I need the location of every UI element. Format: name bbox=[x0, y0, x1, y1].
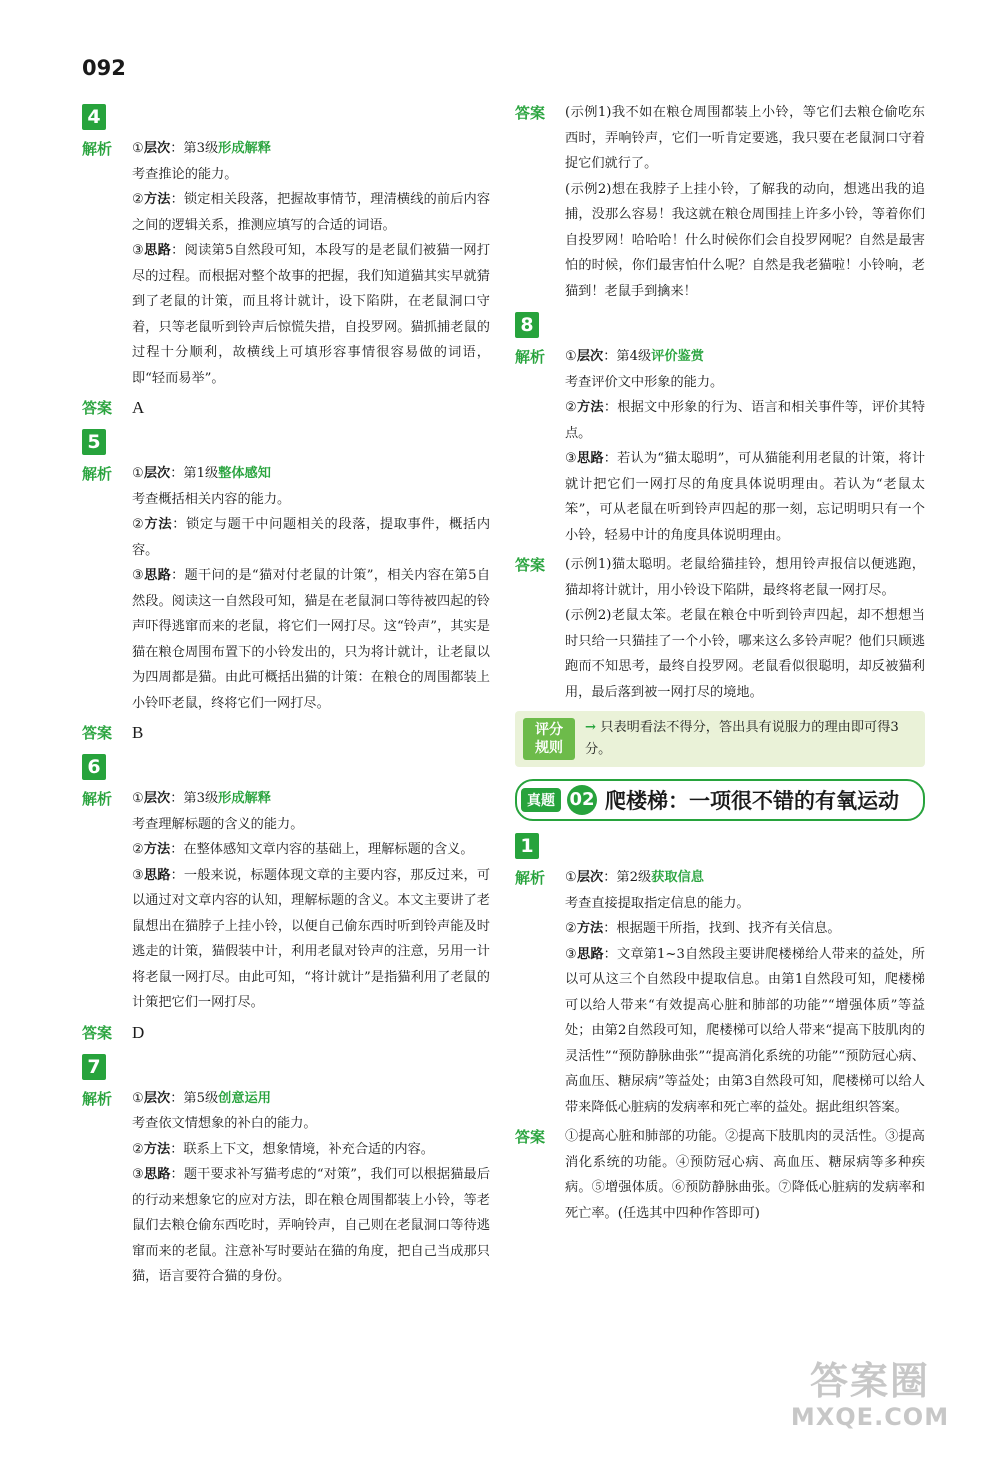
analysis-paragraph bbox=[132, 136, 490, 162]
step-label: 方法 bbox=[144, 517, 173, 532]
analysis-paragraph bbox=[132, 1137, 490, 1163]
answer-content bbox=[565, 100, 925, 304]
arrow-icon: → bbox=[585, 720, 597, 735]
step-marker: ② bbox=[132, 1141, 144, 1157]
answer-value: B bbox=[132, 723, 144, 742]
analysis-paragraph bbox=[132, 812, 490, 838]
step-label: 层次 bbox=[576, 349, 604, 364]
analysis-paragraph bbox=[132, 487, 490, 513]
step-marker: ① bbox=[132, 791, 144, 806]
step-text: ：根据文中形象的行为、语言和相关事件等，评价其特点。 bbox=[565, 400, 926, 441]
step-text: ：若认为“猫太聪明”，可从猫能利用老鼠的计策，将计就计把它们一网打尽的角度具体说明理由。若认为“老鼠太笨”，可从老鼠在听到铃声四起的那一刻，忘记明明只有一个小铃，轻易中计的角度具体说明理由。 bbox=[565, 451, 926, 543]
watermark-top: 答案圈 bbox=[809, 1359, 930, 1403]
step-label: 方法 bbox=[143, 842, 171, 857]
step-text: ：一般来说，标题体现文章的主要内容，那反过来，可以通过对文章内容的认知，理解标题的含义。本文主要讲了老鼠想出在猫脖子上挂小铃，以便自己偷东西时听到铃声能及时逃走的计策，猫假装中计，利用老鼠对铃声的注意，另用一计将老鼠一网打尽。由此可知，“将计就计”是指猫利用了老鼠的计策把它们一网打尽。 bbox=[132, 867, 491, 1010]
scoring-rules-content: 只表明看法不得分，答出具有说服力的理由即可得3分。 bbox=[585, 720, 899, 757]
analysis-block bbox=[82, 461, 490, 716]
analysis-paragraph bbox=[565, 891, 925, 917]
page-number: 092 bbox=[82, 56, 126, 80]
level-name: 形成解释 bbox=[218, 791, 271, 806]
analysis-block bbox=[82, 1086, 490, 1290]
section-number: 02 bbox=[567, 785, 597, 815]
step-marker: ② bbox=[565, 921, 577, 936]
analysis-paragraph bbox=[132, 512, 490, 563]
step-marker: ③ bbox=[565, 946, 577, 962]
section-title: 爬楼梯：一项很不错的有氧运动 bbox=[605, 788, 899, 813]
step-marker: ③ bbox=[565, 451, 578, 466]
analysis-paragraph bbox=[132, 863, 490, 1016]
answer-block bbox=[515, 1124, 925, 1226]
step-text: ：第5级 bbox=[170, 1090, 219, 1106]
step-text: ：根据题干所指，找到、找齐有关信息。 bbox=[603, 921, 841, 936]
answer-paragraph: (示例1)我不如在粮仓周围都装上小铃，等它们去粮仓偷吃东西时，弄响铃声，它们一听肯定要逃，我只要在老鼠洞口守着捉它们就行了。 bbox=[565, 105, 925, 171]
watermark-logo bbox=[770, 1359, 970, 1439]
step-marker: ③ bbox=[132, 243, 145, 258]
answer-block bbox=[82, 720, 490, 746]
answer-value: D bbox=[132, 1022, 145, 1042]
step-text: 考查直接提取指定信息的能力。 bbox=[565, 895, 750, 911]
step-label: 思路 bbox=[144, 568, 172, 583]
analysis-content bbox=[132, 786, 490, 1016]
step-label: 方法 bbox=[143, 1141, 171, 1157]
step-marker: ③ bbox=[132, 568, 145, 583]
analysis-block bbox=[515, 865, 925, 1120]
answer-paragraph: (示例2)想在我脖子上挂小铃，了解我的动向，想逃出我的追捕，没那么容易！我这就在粮仓周围挂上许多小铃，等着你们自投罗网！哈哈哈！什么时候你们会自投罗网呢？自然是最害怕的时候，你们最害怕什么呢？自然是我老猫啦！小铃响，老猫到！老鼠手到擒来！ bbox=[565, 181, 925, 299]
step-label: 思路 bbox=[144, 243, 172, 258]
scoring-tag-line: 评分 bbox=[535, 722, 563, 738]
step-text: ：文章第1~3自然段主要讲爬楼梯给人带来的益处，所以可从这三个自然段中提取信息。由第1自然段可知，爬楼梯可以给人带来“有效提高心脏和肺部的功能”“增强体质”等益处；由第2自然段可知，爬楼梯可以给人带来“提高下肢肌肉的灵活性”“预防静脉曲张”“提高消化系统的功能”“预防冠心病、高血压、糖尿病”等益处；由第3自然段可知，爬楼梯可以给人带来降低心脏病的发病率和死亡率的益处。据此组织答案。 bbox=[565, 946, 925, 1115]
analysis-paragraph bbox=[132, 1111, 490, 1137]
analysis-paragraph bbox=[132, 238, 490, 391]
step-marker: ② bbox=[132, 192, 144, 207]
analysis-paragraph bbox=[565, 942, 925, 1121]
analysis-paragraph bbox=[132, 162, 490, 188]
answer-block bbox=[82, 1020, 490, 1046]
step-text: ：阅读第5自然段可知，本段写的是老鼠们被猫一网打尽的过程。而根据对整个故事的把握，我们知道猫其实早就猜到了老鼠的计策，而且将计就计，设下陷阱，在老鼠洞口守着，只等老鼠听到铃声后惊慌失措，自投罗网。猫抓捕老鼠的过程十分顺利，故横线上可填形容事情很容易做的词语，即“轻而易举”。 bbox=[132, 243, 491, 386]
step-label: 思路 bbox=[576, 946, 604, 962]
analysis-paragraph bbox=[565, 344, 925, 370]
question-number-badge: 6 bbox=[82, 754, 106, 780]
question-number-badge: 7 bbox=[82, 1054, 106, 1080]
question-number-badge: 4 bbox=[82, 104, 106, 130]
answer-block bbox=[515, 552, 925, 705]
step-text: ：第1级 bbox=[170, 466, 219, 481]
step-label: 思路 bbox=[143, 1167, 171, 1182]
scoring-rules-text bbox=[585, 717, 917, 761]
answer-block bbox=[515, 100, 925, 304]
level-name: 评价鉴赏 bbox=[651, 349, 704, 364]
step-label: 层次 bbox=[143, 141, 171, 156]
answer-tag: 答案 bbox=[515, 1128, 546, 1146]
analysis-content bbox=[565, 865, 925, 1120]
level-name: 创意运用 bbox=[218, 1090, 271, 1106]
step-label: 方法 bbox=[143, 192, 171, 207]
step-marker: ① bbox=[565, 870, 577, 885]
analysis-paragraph bbox=[565, 446, 925, 548]
step-label: 思路 bbox=[143, 867, 171, 883]
step-text: 考查理解标题的含义的能力。 bbox=[132, 816, 304, 832]
answer-value: ①提高心脏和肺部的功能。②提高下肢肌肉的灵活性。③提高消化系统的功能。④预防冠心病、高血压、糖尿病等多种疾病。⑤增强体质。⑥预防静脉曲张。⑦降低心脏病的发病率和死亡率。(任选其中四种作答即可) bbox=[565, 1129, 925, 1221]
step-marker: ① bbox=[132, 141, 144, 156]
answer-tag: 答案 bbox=[82, 399, 113, 417]
analysis-content bbox=[132, 461, 490, 716]
step-text: ：题干问的是“猫对付老鼠的计策”，相关内容在第5自然段。阅读这一自然段可知，猫是在老鼠洞口等待被四起的铃声吓得逃窜而来的老鼠，将它们一网打尽。这“铃声”，其实是猫在粮仓周围布置下的小铃发出的，只为将计就计，让老鼠以为四周都是猫。由此可概括出猫的计策：在粮仓的周围都装上小铃吓老鼠，终将它们一网打尽。 bbox=[132, 568, 491, 711]
analysis-paragraph bbox=[132, 1086, 490, 1112]
analysis-paragraph bbox=[132, 837, 490, 863]
analysis-block bbox=[515, 344, 925, 548]
analysis-paragraph bbox=[565, 865, 925, 891]
analysis-block bbox=[82, 786, 490, 1016]
question-number-badge: 5 bbox=[82, 429, 106, 455]
analysis-paragraph bbox=[132, 563, 490, 716]
step-marker: ② bbox=[132, 517, 145, 532]
left-column bbox=[82, 100, 490, 1294]
question-number-badge: 8 bbox=[515, 312, 539, 338]
section-label: 真题 bbox=[521, 788, 561, 812]
answer-value: A bbox=[132, 398, 145, 417]
analysis-paragraph bbox=[565, 370, 925, 396]
step-text: ：在整体感知文章内容的基础上，理解标题的含义。 bbox=[170, 842, 474, 857]
scoring-tag-line: 规则 bbox=[535, 740, 563, 756]
analysis-tag: 解析 bbox=[82, 465, 113, 483]
step-text: ：锁定相关段落，把握故事情节，理清横线的前后内容之间的逻辑关系，推测应填写的合适的词语。 bbox=[132, 192, 491, 233]
answer-tag: 答案 bbox=[515, 104, 546, 122]
step-marker: ② bbox=[132, 842, 144, 857]
analysis-content bbox=[565, 344, 925, 548]
answer-content bbox=[565, 552, 925, 705]
section-title-banner bbox=[515, 779, 925, 821]
step-text: 考查概括相关内容的能力。 bbox=[132, 491, 291, 507]
step-label: 层次 bbox=[143, 1090, 171, 1106]
watermark-bottom: MXQE.COM bbox=[790, 1403, 950, 1431]
analysis-paragraph bbox=[132, 461, 490, 487]
analysis-paragraph bbox=[565, 916, 925, 942]
step-label: 方法 bbox=[577, 400, 604, 415]
answer-tag: 答案 bbox=[82, 724, 113, 742]
answer-paragraph: (示例2)老鼠太笨。老鼠在粮仓中听到铃声四起，却不想想当时只给一只猫挂了一个小铃，哪来这么多铃声呢？他们只顾逃跑而不知思考，最终自投罗网。老鼠看似很聪明，却反被猫利用，最后落到被一网打尽的境地。 bbox=[565, 608, 925, 700]
step-text: ：锁定与题干中问题相关的段落，提取事件，概括内容。 bbox=[132, 517, 491, 558]
analysis-block bbox=[82, 136, 490, 391]
analysis-tag: 解析 bbox=[82, 1089, 113, 1108]
scoring-rules-tag bbox=[523, 718, 575, 760]
step-label: 层次 bbox=[143, 466, 171, 481]
step-marker: ③ bbox=[132, 1167, 144, 1182]
answer-tag: 答案 bbox=[515, 556, 546, 574]
step-text: ：第4级 bbox=[603, 349, 652, 364]
step-label: 方法 bbox=[576, 921, 604, 936]
step-text: 考查评价文中形象的能力。 bbox=[565, 374, 724, 390]
analysis-tag: 解析 bbox=[515, 348, 546, 366]
analysis-tag: 解析 bbox=[82, 140, 113, 158]
analysis-content bbox=[132, 136, 490, 391]
step-marker: ① bbox=[132, 1090, 144, 1106]
step-text: 考查依文情想象的补白的能力。 bbox=[132, 1116, 317, 1131]
answer-paragraph: (示例1)猫太聪明。老鼠给猫挂铃，想用铃声报信以便逃跑，猫却将计就计，用小铃设下陷阱，最终将老鼠一网打尽。 bbox=[565, 557, 925, 598]
level-name: 获取信息 bbox=[651, 870, 704, 885]
analysis-paragraph bbox=[132, 1162, 490, 1290]
step-text: ：题干要求补写猫考虑的“对策”，我们可以根据猫最后的行动来想象它的应对方法，即在粮仓周围都装上小铃，等老鼠们去粮仓偷东西吃时，弄响铃声，自己则在老鼠洞口等待逃窜而来的老鼠。注意补写时要站在猫的角度，把自己当成那只猫，语言要符合猫的身份。 bbox=[132, 1167, 491, 1284]
analysis-tag: 解析 bbox=[82, 790, 113, 808]
step-marker: ① bbox=[565, 349, 577, 364]
step-marker: ① bbox=[132, 466, 144, 481]
step-text: 考查推论的能力。 bbox=[132, 166, 238, 182]
question-number-badge: 1 bbox=[515, 833, 539, 859]
step-text: ：第2级 bbox=[603, 870, 652, 885]
step-text: ：第3级 bbox=[170, 791, 219, 806]
right-column bbox=[515, 100, 925, 1230]
analysis-tag: 解析 bbox=[515, 869, 546, 887]
level-name: 形成解释 bbox=[218, 141, 271, 156]
analysis-paragraph bbox=[565, 395, 925, 446]
level-name: 整体感知 bbox=[218, 466, 271, 481]
answer-tag: 答案 bbox=[82, 1023, 113, 1042]
step-text: ：第3级 bbox=[170, 141, 219, 156]
analysis-content bbox=[132, 1086, 490, 1290]
analysis-paragraph bbox=[132, 187, 490, 238]
scoring-rules-box bbox=[515, 711, 925, 767]
step-label: 思路 bbox=[577, 451, 604, 466]
analysis-paragraph bbox=[132, 786, 490, 812]
step-marker: ② bbox=[565, 400, 578, 415]
answer-block bbox=[82, 395, 490, 421]
step-label: 层次 bbox=[576, 870, 604, 885]
step-marker: ③ bbox=[132, 867, 144, 883]
step-text: ：联系上下文，想象情境，补充合适的内容。 bbox=[170, 1141, 434, 1157]
step-label: 层次 bbox=[143, 791, 171, 806]
